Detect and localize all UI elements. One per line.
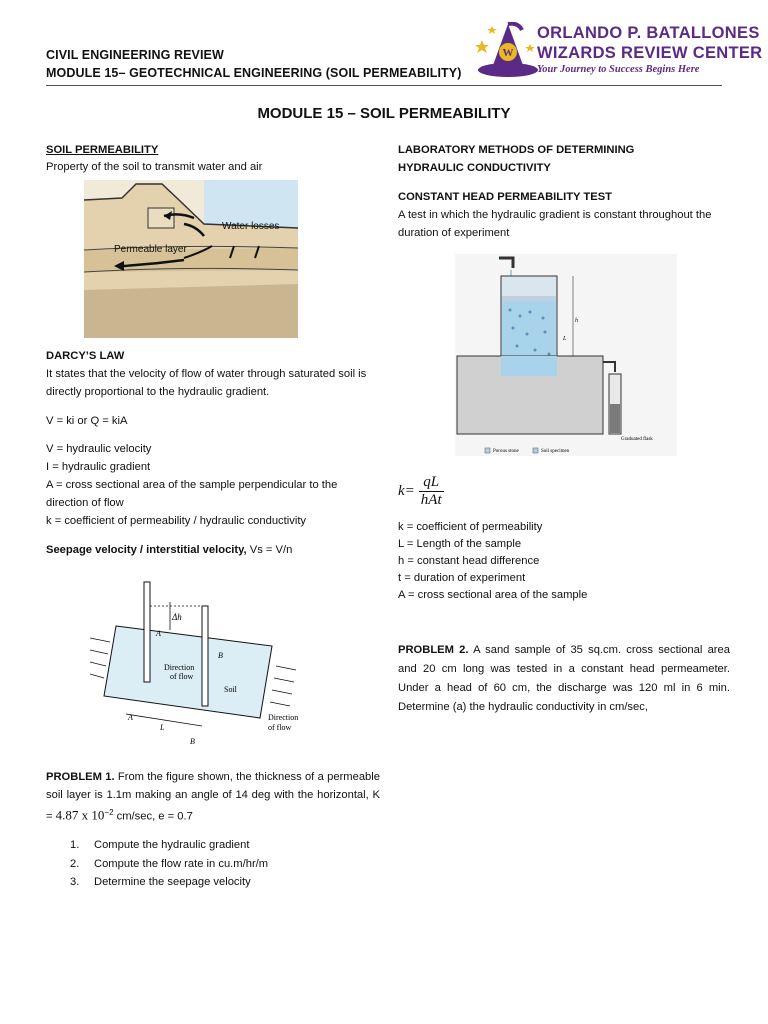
soil-specimen-legend: Soil specimen bbox=[541, 449, 570, 454]
permeability-formula bbox=[398, 474, 444, 509]
seepage-label: Seepage velocity / interstitial velocity, bbox=[46, 544, 247, 556]
var-a: A = cross sectional area of the sample bbox=[398, 589, 588, 601]
water-losses-label: Water losses bbox=[222, 221, 280, 232]
problem-1-label: PROBLEM 1. bbox=[46, 771, 115, 783]
list-item: 1. Compute the hydraulic gradient bbox=[70, 839, 250, 851]
problem-2-body: A sand sample of 35 sq.cm. cross sectional area and 20 cm long was tested in a constant head permeameter. Under a head of 60 cm, the discharge was 120 ml in 6 min. Determine (a) the hydraulic conductivity in cm/sec, bbox=[398, 644, 730, 713]
soil-permeability-heading: SOIL PERMEABILITY bbox=[46, 144, 159, 156]
wizard-hat-logo-icon bbox=[470, 22, 540, 82]
def-k: k = coefficient of permeability / hydraulic conductivity bbox=[46, 515, 307, 527]
var-k: k = coefficient of permeability bbox=[398, 521, 543, 533]
water-losses-figure bbox=[84, 180, 298, 338]
problem-2-text bbox=[398, 641, 730, 717]
formula-numerator: qL bbox=[419, 474, 444, 492]
lab-methods-heading: LABORATORY METHODS OF DETERMINING HYDRAULIC CONDUCTIVITY bbox=[398, 144, 635, 174]
point-a-label: A bbox=[156, 629, 161, 638]
of-flow-out-label: of flow bbox=[268, 723, 292, 732]
problem-1-tail: cm/sec, e = 0.7 bbox=[113, 810, 193, 823]
seepage-velocity-line bbox=[46, 541, 292, 559]
direction-label: Direction bbox=[164, 663, 195, 672]
length-l-label: L bbox=[160, 723, 165, 732]
seepage-formula: Vs = V/n bbox=[246, 544, 293, 556]
problem-1-body: From the figure shown, the thickness of a permeable soil layer is 1.1m making an angle of 14 deg with the horizontal, K = bbox=[46, 771, 380, 823]
formula-k: k= bbox=[398, 483, 415, 499]
constant-head-heading: CONSTANT HEAD PERMEABILITY TEST bbox=[398, 191, 613, 203]
k-value: 4.87 x 10 bbox=[55, 807, 105, 823]
darcy-heading: DARCY’S LAW bbox=[46, 350, 125, 362]
constant-head-text: A test in which the hydraulic gradient is constant throughout the duration of experiment bbox=[398, 209, 712, 239]
header-line-2: MODULE 15– GEOTECHNICAL ENGINEERING (SOIL PERMEABILITY) bbox=[46, 66, 462, 80]
var-l: L = Length of the sample bbox=[398, 538, 522, 550]
page-title: MODULE 15 – SOIL PERMEABILITY bbox=[257, 105, 511, 122]
logo-name-1: ORLANDO P. BATALLONES bbox=[537, 24, 760, 42]
porous-stone-legend: Porous stone bbox=[493, 449, 519, 454]
logo-name-2: WIZARDS REVIEW CENTER bbox=[537, 44, 763, 62]
length-l-label-2: L bbox=[563, 336, 567, 342]
logo-tagline: Your Journey to Success Begins Here bbox=[537, 64, 700, 75]
soil-label: Soil bbox=[224, 685, 237, 694]
variable-definitions bbox=[46, 440, 380, 530]
direction-out-label: Direction bbox=[268, 713, 299, 722]
header-line-1: CIVIL ENGINEERING REVIEW bbox=[46, 48, 224, 62]
permeable-layer-label: Permeable layer bbox=[114, 244, 187, 255]
problem-2-label: PROBLEM 2. bbox=[398, 644, 469, 656]
list-item: 2. Compute the flow rate in cu.m/hr/m bbox=[70, 857, 269, 870]
problem-1-text bbox=[46, 768, 380, 826]
problem-1-list bbox=[70, 836, 268, 892]
darcy-formula: V = ki or Q = kiA bbox=[46, 415, 128, 427]
point-b-label: B bbox=[218, 651, 223, 660]
delta-h-label: Δh bbox=[172, 612, 182, 622]
darcy-text: It states that the velocity of flow of water through saturated soil is directly proportional to the hydraulic gradient. bbox=[46, 368, 367, 398]
list-item: 3. Determine the seepage velocity bbox=[70, 876, 251, 888]
formula-variables bbox=[398, 519, 587, 604]
header-divider bbox=[46, 85, 722, 86]
of-flow-label: of flow bbox=[170, 672, 194, 681]
head-h-label: h bbox=[575, 318, 578, 324]
var-h: h = constant head difference bbox=[398, 555, 540, 567]
formula-denominator: hAt bbox=[420, 492, 442, 508]
def-a: A = cross sectional area of the sample perpendicular to the direction of flow bbox=[46, 479, 338, 509]
point-b2-label: B bbox=[190, 737, 195, 746]
point-a2-label: A bbox=[128, 713, 133, 722]
graduated-flask-label: Graduated flask bbox=[621, 437, 653, 442]
constant-head-apparatus-figure bbox=[455, 254, 677, 456]
logo-mark: W bbox=[502, 47, 514, 59]
soil-permeability-definition: Property of the soil to transmit water and air bbox=[46, 161, 263, 173]
def-v: V = hydraulic velocity bbox=[46, 443, 152, 455]
var-t: t = duration of experiment bbox=[398, 572, 526, 584]
inclined-flow-figure bbox=[90, 578, 304, 748]
k-exponent: −2 bbox=[104, 808, 114, 817]
def-i: I = hydraulic gradient bbox=[46, 461, 151, 473]
